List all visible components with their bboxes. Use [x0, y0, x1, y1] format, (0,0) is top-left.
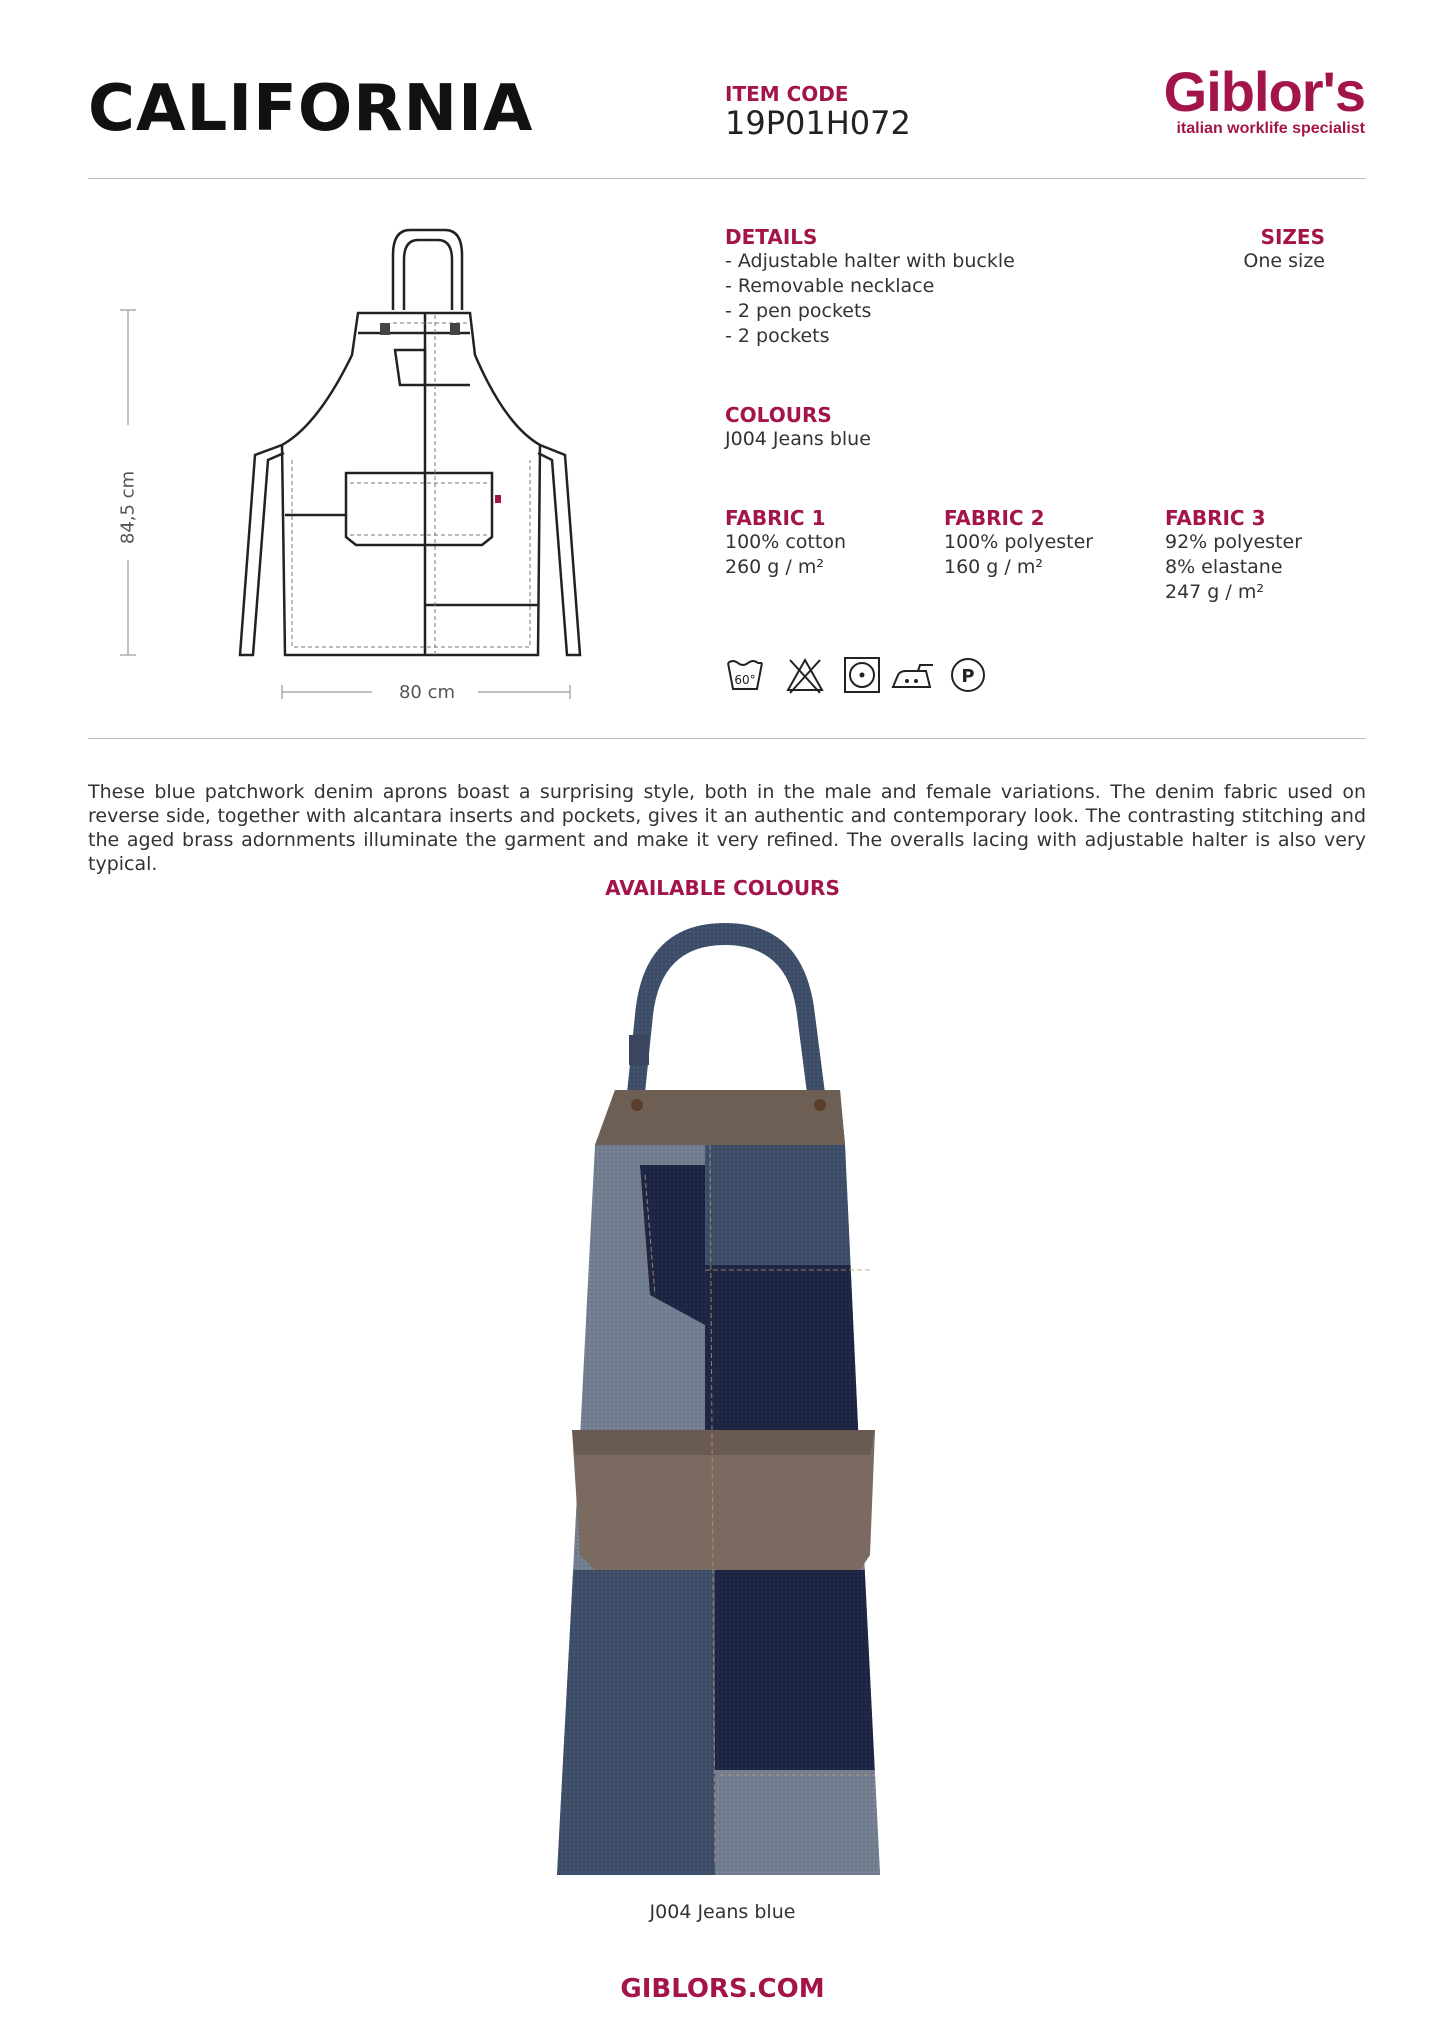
- fabric-3-line: 8% elastane: [1165, 556, 1283, 578]
- tumble-dry-icon: [842, 655, 882, 695]
- fabric-2-line: 160 g / m²: [944, 556, 1043, 578]
- sizes-heading: SIZES: [1260, 225, 1325, 249]
- colours-value: J004 Jeans blue: [725, 428, 871, 450]
- logo-text: Giblor's: [1163, 60, 1365, 123]
- apron-technical-drawing: [110, 215, 640, 715]
- item-code-value: 19P01H072: [725, 104, 911, 142]
- fabric-3: [1165, 506, 1302, 605]
- no-bleach-icon: [785, 655, 825, 695]
- details-item: - 2 pockets: [725, 325, 830, 347]
- fabric-1-line: 100% cotton: [725, 531, 846, 553]
- product-title: CALIFORNIA: [88, 72, 534, 146]
- details-item: - Removable necklace: [725, 275, 935, 297]
- fabric-3-line: 247 g / m²: [1165, 581, 1264, 603]
- fabric-1: [725, 506, 846, 580]
- fabric-3-heading: FABRIC 3: [1165, 506, 1266, 530]
- fabric-2-heading: FABRIC 2: [944, 506, 1045, 530]
- available-colours-heading: AVAILABLE COLOURS: [605, 876, 840, 900]
- height-dimension-label: 84,5 cm: [117, 470, 139, 545]
- dry-clean-p-icon-text: P: [961, 666, 975, 687]
- website-link[interactable]: GIBLORS.COM: [620, 1974, 825, 2004]
- width-dimension-label: 80 cm: [398, 682, 456, 703]
- colours-heading: COLOURS: [725, 403, 832, 427]
- iron-two-dots-icon: [890, 655, 936, 695]
- dry-clean-p-icon: [948, 655, 988, 695]
- details-list: [725, 249, 1015, 349]
- available-colour-caption: J004 Jeans blue: [649, 1901, 796, 1923]
- fabric-1-line: 260 g / m²: [725, 556, 824, 578]
- fabric-1-heading: FABRIC 1: [725, 506, 826, 530]
- details-item: - 2 pen pockets: [725, 300, 872, 322]
- fabric-2-line: 100% polyester: [944, 531, 1094, 553]
- wash-60-icon: [725, 655, 765, 695]
- details-item: - Adjustable halter with buckle: [725, 250, 1015, 272]
- details-heading: DETAILS: [725, 225, 818, 249]
- top-divider: [88, 178, 1366, 179]
- brand-logo: [1150, 62, 1365, 138]
- fabric-3-line: 92% polyester: [1165, 531, 1303, 553]
- sizes-value: One size: [1243, 250, 1325, 272]
- wash-60-icon-text: 60°: [734, 673, 756, 687]
- fabric-2: [944, 506, 1093, 580]
- middle-divider: [88, 738, 1366, 739]
- product-description: These blue patchwork denim aprons boast a surprising style, both in the male and female variations. The denim fabric used on reverse side, together with alcantara inserts and pockets, gives it an authentic and contemporary look. The contrasting stitching and the aged brass adornments illuminate the garment and make it very refined. The overalls lacing with adjustable halter is also very typical.: [88, 781, 1366, 875]
- apron-product-photo: [545, 915, 910, 1875]
- logo-tagline: italian worklife specialist: [1176, 120, 1365, 137]
- item-code-label: ITEM CODE: [725, 82, 849, 106]
